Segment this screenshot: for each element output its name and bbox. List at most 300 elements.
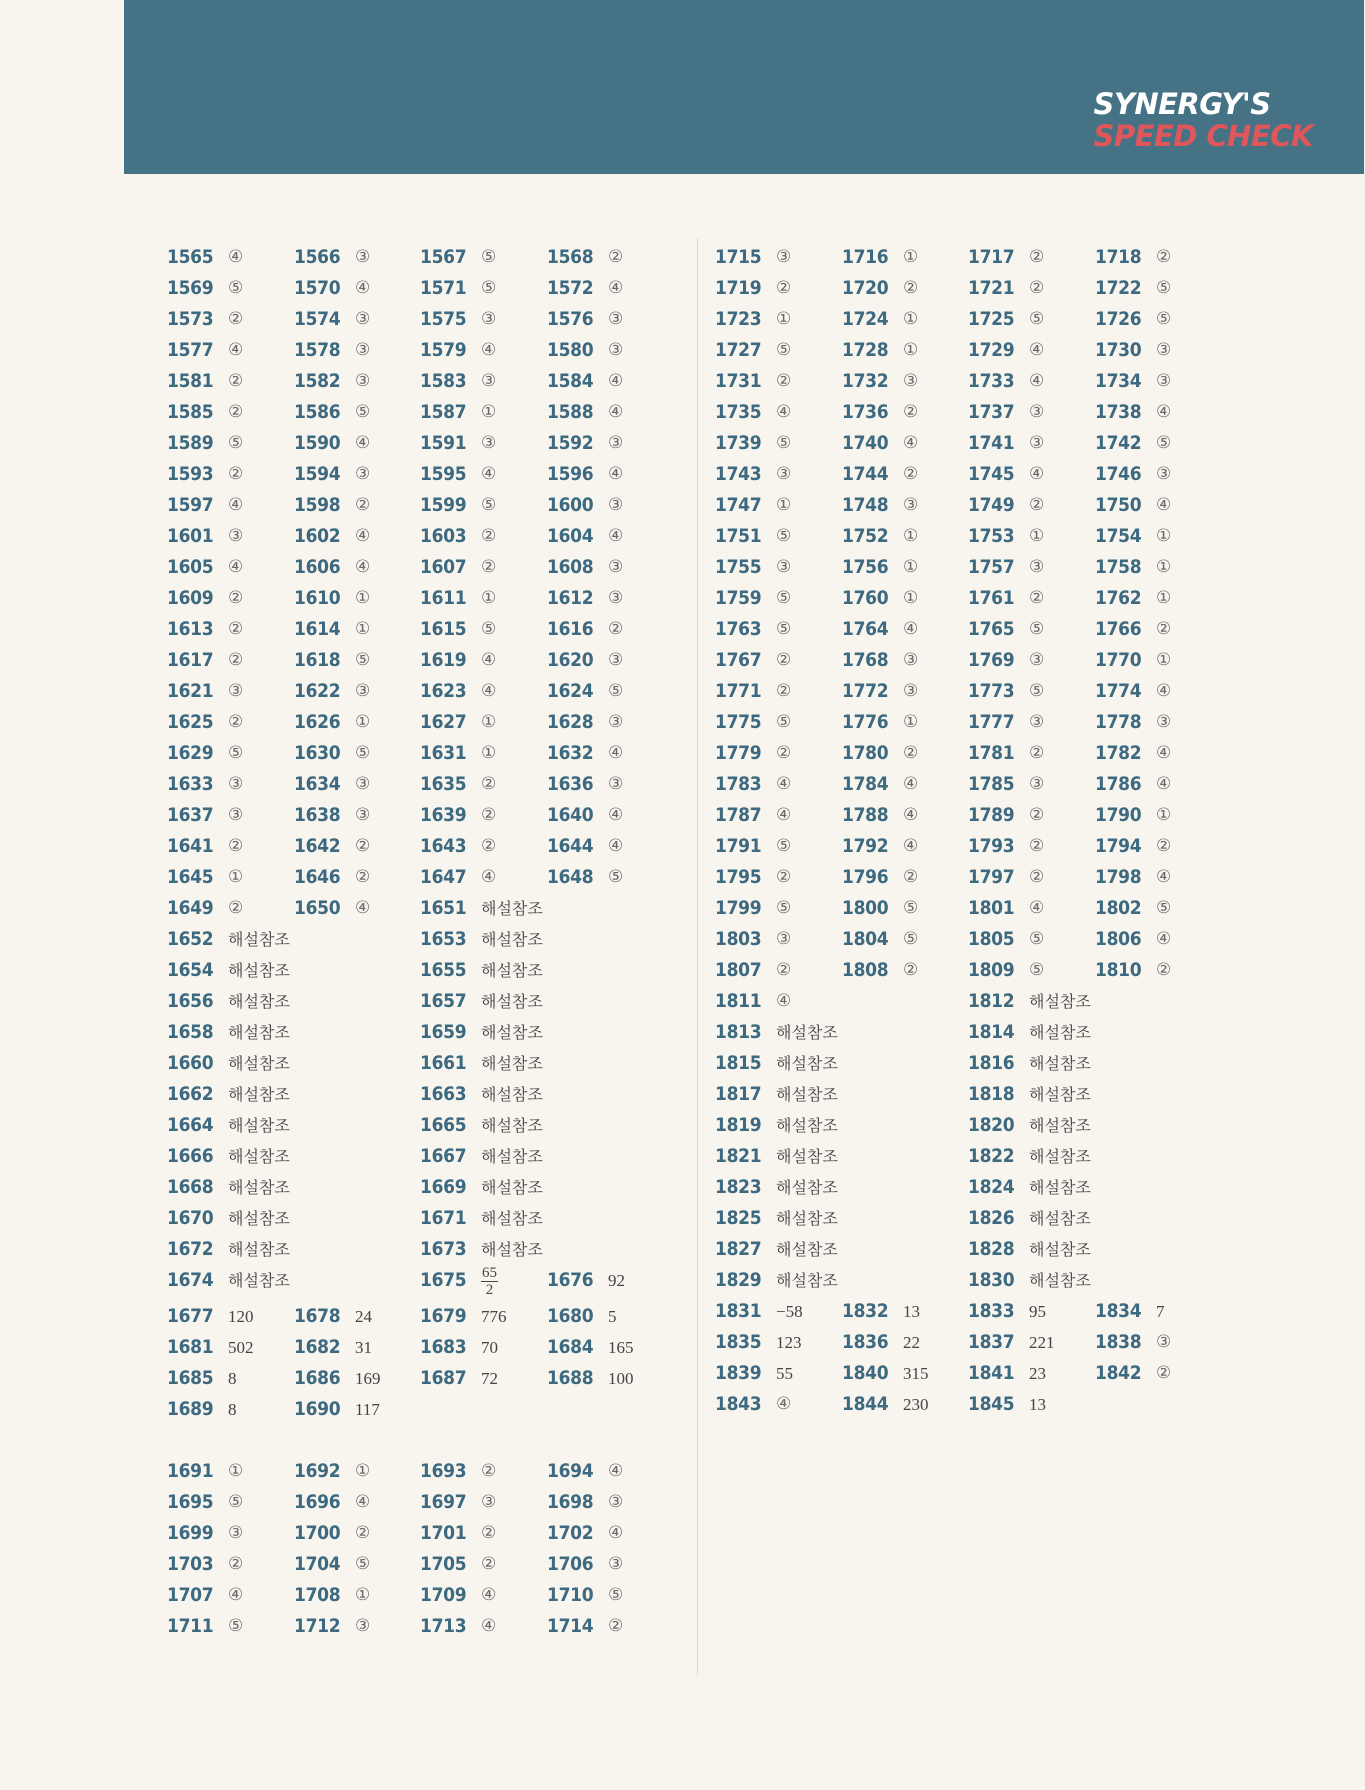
question-number: 1646 [294,866,341,888]
answer-value: ② [481,526,497,546]
answer-value: 해설참조 [228,1271,290,1290]
question-number: 1730 [1095,339,1142,361]
question-number: 1625 [167,711,214,733]
question-number: 1714 [547,1615,594,1637]
question-number: 1639 [420,804,467,826]
question-number: 1591 [420,432,467,454]
answer-value: ④ [1156,774,1172,794]
answer-value: 해설참조 [228,1240,290,1259]
question-number: 1735 [715,401,762,423]
answer-value: ① [355,1585,371,1605]
question-number: 1803 [715,928,762,950]
answer-value: ② [776,278,792,298]
answer-value: ④ [776,402,792,422]
answer-value: ② [1029,278,1045,298]
question-number: 1774 [1095,680,1142,702]
answer-value: ② [903,464,919,484]
answer-value: ① [355,619,371,639]
answer-value: 해설참조 [228,1116,290,1135]
question-number: 1692 [294,1460,341,1482]
question-number: 1572 [547,277,594,299]
answer-value: ① [481,588,497,608]
question-number: 1624 [547,680,594,702]
question-number: 1802 [1095,897,1142,919]
question-number: 1592 [547,432,594,454]
question-number: 1818 [968,1083,1015,1105]
answer-value: ① [776,495,792,515]
question-number: 1799 [715,897,762,919]
answer-value: 해설참조 [228,930,290,949]
answer-value: ⑤ [228,433,244,453]
answer-value: ① [1156,805,1172,825]
answer-value: ② [1029,588,1045,608]
answer-value: ③ [355,1616,371,1636]
question-number: 1790 [1095,804,1142,826]
question-number: 1755 [715,556,762,578]
question-number: 1576 [547,308,594,330]
answer-value: 31 [355,1338,372,1357]
question-number: 1723 [715,308,762,330]
question-number: 1763 [715,618,762,640]
answer-value: ③ [355,681,371,701]
question-number: 1709 [420,1584,467,1606]
question-number: 1656 [167,990,214,1012]
answer-value: 221 [1029,1333,1055,1352]
answer-value: ① [903,340,919,360]
question-number: 1800 [842,897,889,919]
question-number: 1648 [547,866,594,888]
answer-value [481,1265,498,1296]
question-number: 1640 [547,804,594,826]
answer-value: 해설참조 [481,1209,543,1228]
answer-value: ③ [608,588,624,608]
question-number: 1700 [294,1522,341,1544]
question-number: 1793 [968,835,1015,857]
question-number: 1795 [715,866,762,888]
question-number: 1628 [547,711,594,733]
question-number: 1742 [1095,432,1142,454]
answer-value: ② [903,743,919,763]
question-number: 1608 [547,556,594,578]
question-number: 1765 [968,618,1015,640]
answer-value: ⑤ [608,1585,624,1605]
answer-value: 해설참조 [228,961,290,980]
question-number: 1731 [715,370,762,392]
answer-value: ③ [1029,774,1045,794]
answer-value: ④ [355,898,371,918]
question-number: 1836 [842,1331,889,1353]
question-number: 1708 [294,1584,341,1606]
question-number: 1635 [420,773,467,795]
answer-value: ② [228,1554,244,1574]
question-number: 1722 [1095,277,1142,299]
answer-value: ② [608,247,624,267]
answer-value: ⑤ [355,1554,371,1574]
answer-value: ② [481,1461,497,1481]
answer-value: 해설참조 [776,1023,838,1042]
answer-value: ③ [1029,712,1045,732]
question-number: 1567 [420,246,467,268]
question-number: 1680 [547,1305,594,1327]
question-number: 1600 [547,494,594,516]
question-number: 1760 [842,587,889,609]
answer-value: ⑤ [1156,898,1172,918]
answer-value: ④ [608,1523,624,1543]
question-number: 1575 [420,308,467,330]
answer-value: ④ [608,526,624,546]
answer-value: ① [1029,526,1045,546]
answer-value: 해설참조 [776,1240,838,1259]
question-number: 1573 [167,308,214,330]
question-number: 1810 [1095,959,1142,981]
question-number: 1767 [715,649,762,671]
answer-value: 120 [228,1307,254,1326]
answer-value: ③ [228,526,244,546]
answer-value: 해설참조 [776,1178,838,1197]
answer-value: ③ [1156,371,1172,391]
answer-value: 해설참조 [481,1178,543,1197]
answer-value: 해설참조 [776,1271,838,1290]
question-number: 1738 [1095,401,1142,423]
question-number: 1601 [167,525,214,547]
answer-value: ④ [1156,743,1172,763]
answer-value: 해설참조 [776,1054,838,1073]
question-number: 1829 [715,1269,762,1291]
answer-value: −58 [776,1302,803,1321]
answer-value: ② [1029,805,1045,825]
question-number: 1627 [420,711,467,733]
question-number: 1703 [167,1553,214,1575]
answer-value: ③ [355,774,371,794]
answer-value: ① [355,712,371,732]
question-number: 1777 [968,711,1015,733]
answer-value: ③ [608,1554,624,1574]
answer-value: ② [1029,247,1045,267]
question-number: 1822 [968,1145,1015,1167]
answer-value: ③ [608,495,624,515]
question-number: 1832 [842,1300,889,1322]
question-number: 1673 [420,1238,467,1260]
question-number: 1814 [968,1021,1015,1043]
answer-value: ③ [903,650,919,670]
answer-value: ② [1156,836,1172,856]
answer-value: ② [481,774,497,794]
question-number: 1707 [167,1584,214,1606]
answer-value: ② [1029,495,1045,515]
answer-value: 해설참조 [481,1085,543,1104]
question-number: 1813 [715,1021,762,1043]
question-number: 1588 [547,401,594,423]
answer-value: 해설참조 [1029,1178,1091,1197]
question-number: 1788 [842,804,889,826]
question-number: 1844 [842,1393,889,1415]
answer-value: 해설참조 [1029,1054,1091,1073]
question-number: 1743 [715,463,762,485]
answer-value: ④ [608,836,624,856]
question-number: 1808 [842,959,889,981]
answer-value: ⑤ [776,619,792,639]
answer-value: 8 [228,1369,237,1388]
question-number: 1632 [547,742,594,764]
answer-value: ④ [355,278,371,298]
question-number: 1833 [968,1300,1015,1322]
answer-value: ④ [1156,929,1172,949]
question-number: 1764 [842,618,889,640]
question-number: 1728 [842,339,889,361]
answer-value: ① [903,557,919,577]
answer-value: 해설참조 [776,1085,838,1104]
question-number: 1693 [420,1460,467,1482]
question-number: 1739 [715,432,762,454]
question-number: 1652 [167,928,214,950]
answer-value: ② [355,1523,371,1543]
question-number: 1637 [167,804,214,826]
answer-value: ⑤ [355,650,371,670]
answer-value: ① [903,247,919,267]
answer-value: ④ [608,402,624,422]
answer-value: ⑤ [776,588,792,608]
answer-value: ② [776,681,792,701]
answer-value: ④ [903,619,919,639]
answer-value: ② [355,836,371,856]
answer-value: ⑤ [776,898,792,918]
question-number: 1771 [715,680,762,702]
question-number: 1629 [167,742,214,764]
answer-value: ② [228,650,244,670]
answer-value: ③ [481,309,497,329]
answer-value: 해설참조 [481,992,543,1011]
question-number: 1614 [294,618,341,640]
question-number: 1779 [715,742,762,764]
answer-value: ⑤ [1029,309,1045,329]
answer-value: ② [481,836,497,856]
answer-value: ③ [228,805,244,825]
question-number: 1697 [420,1491,467,1513]
question-number: 1695 [167,1491,214,1513]
question-number: 1686 [294,1367,341,1389]
answer-value: 해설참조 [481,1147,543,1166]
answer-value: ① [355,588,371,608]
answer-value: 70 [481,1338,498,1357]
answer-value: ③ [1156,712,1172,732]
question-number: 1773 [968,680,1015,702]
question-number: 1729 [968,339,1015,361]
question-number: 1701 [420,1522,467,1544]
answer-value: ② [903,960,919,980]
question-number: 1580 [547,339,594,361]
answer-value: ⑤ [355,402,371,422]
answer-value: 해설참조 [228,1178,290,1197]
question-number: 1597 [167,494,214,516]
answer-value: 165 [608,1338,634,1357]
question-number: 1585 [167,401,214,423]
answer-value: ④ [1029,371,1045,391]
answer-value: ④ [776,805,792,825]
question-number: 1826 [968,1207,1015,1229]
answer-value: ③ [481,433,497,453]
answer-value: ④ [481,1585,497,1605]
question-number: 1758 [1095,556,1142,578]
answer-value: ③ [903,681,919,701]
question-number: 1604 [547,525,594,547]
question-number: 1811 [715,990,762,1012]
answer-value: ⑤ [608,681,624,701]
question-number: 1660 [167,1052,214,1074]
answer-value: ⑤ [481,619,497,639]
answer-value: ③ [608,774,624,794]
answer-value: ② [481,805,497,825]
brand-logo [1093,88,1313,152]
answer-value: ④ [228,1585,244,1605]
question-number: 1621 [167,680,214,702]
answer-value: ③ [481,371,497,391]
answer-value: 해설참조 [1029,1240,1091,1259]
question-number: 1778 [1095,711,1142,733]
answer-value: ③ [776,557,792,577]
answer-value: 해설참조 [776,1116,838,1135]
question-number: 1817 [715,1083,762,1105]
question-number: 1809 [968,959,1015,981]
answer-value: ④ [776,774,792,794]
answer-value: ③ [355,464,371,484]
question-number: 1691 [167,1460,214,1482]
answer-value: ⑤ [608,867,624,887]
question-number: 1574 [294,308,341,330]
question-number: 1713 [420,1615,467,1637]
answer-value: ④ [1156,867,1172,887]
answer-value: ⑤ [228,1616,244,1636]
question-number: 1787 [715,804,762,826]
page-header [124,0,1365,174]
question-number: 1650 [294,897,341,919]
answer-value: ① [1156,557,1172,577]
answer-value: ③ [355,805,371,825]
answer-value: 해설참조 [481,899,543,918]
answer-value: ④ [481,464,497,484]
brand-line-1: SYNERGY'S [1093,87,1271,121]
question-number: 1670 [167,1207,214,1229]
answer-value: 22 [903,1333,920,1352]
question-number: 1825 [715,1207,762,1229]
question-number: 1820 [968,1114,1015,1136]
answer-value: ③ [1156,340,1172,360]
question-number: 1619 [420,649,467,671]
question-number: 1655 [420,959,467,981]
answer-value: ⑤ [776,433,792,453]
answer-value: ③ [608,433,624,453]
question-number: 1841 [968,1362,1015,1384]
answer-value: ② [776,867,792,887]
answer-value: 해설참조 [776,1147,838,1166]
question-number: 1653 [420,928,467,950]
answer-value: ④ [903,774,919,794]
question-number: 1605 [167,556,214,578]
question-number: 1752 [842,525,889,547]
answer-value: 해설참조 [1029,1209,1091,1228]
question-number: 1838 [1095,1331,1142,1353]
question-number: 1675 [420,1269,467,1291]
question-number: 1667 [420,1145,467,1167]
question-number: 1780 [842,742,889,764]
answer-value: ① [903,526,919,546]
answer-value: ① [228,1461,244,1481]
question-number: 1745 [968,463,1015,485]
question-number: 1630 [294,742,341,764]
question-number: 1775 [715,711,762,733]
question-number: 1681 [167,1336,214,1358]
question-number: 1749 [968,494,1015,516]
answer-value: ② [1156,247,1172,267]
answer-value: ④ [228,557,244,577]
question-number: 1584 [547,370,594,392]
question-number: 1710 [547,1584,594,1606]
answer-value: 해설참조 [1029,1023,1091,1042]
answer-value: ④ [608,805,624,825]
question-number: 1602 [294,525,341,547]
question-number: 1607 [420,556,467,578]
question-number: 1839 [715,1362,762,1384]
answer-value: 해설참조 [481,930,543,949]
answer-value: ④ [481,1616,497,1636]
question-number: 1595 [420,463,467,485]
answer-value: ② [1156,619,1172,639]
question-number: 1593 [167,463,214,485]
answer-value: 해설참조 [776,1209,838,1228]
question-number: 1606 [294,556,341,578]
answer-value: ② [776,650,792,670]
answer-value: ④ [355,433,371,453]
answer-value: ② [355,495,371,515]
answer-value: ④ [481,681,497,701]
question-number: 1579 [420,339,467,361]
question-number: 1768 [842,649,889,671]
question-number: 1571 [420,277,467,299]
answer-value: ② [1156,960,1172,980]
answer-value: ④ [481,650,497,670]
question-number: 1642 [294,835,341,857]
answer-value: ⑤ [1156,433,1172,453]
answer-value: ③ [1029,433,1045,453]
question-number: 1772 [842,680,889,702]
fraction-numerator: 65 [482,1264,497,1281]
answer-value: 해설참조 [1029,992,1091,1011]
question-number: 1747 [715,494,762,516]
answer-value: 해설참조 [1029,1116,1091,1135]
question-number: 1715 [715,246,762,268]
question-number: 1663 [420,1083,467,1105]
answer-value: ⑤ [776,836,792,856]
answer-value: ③ [1029,557,1045,577]
question-number: 1615 [420,618,467,640]
answer-value: ③ [1156,1332,1172,1352]
question-number: 1659 [420,1021,467,1043]
answer-value: ④ [355,526,371,546]
answer-value: ④ [228,495,244,515]
answer-value: ④ [903,805,919,825]
answer-value: ④ [1029,464,1045,484]
answer-value: ② [776,960,792,980]
answer-value: 8 [228,1400,237,1419]
answer-value: 해설참조 [228,992,290,1011]
answer-value: ④ [1029,898,1045,918]
answer-value: 315 [903,1364,929,1383]
question-number: 1581 [167,370,214,392]
answer-value: ② [355,867,371,887]
question-number: 1734 [1095,370,1142,392]
question-number: 1658 [167,1021,214,1043]
question-number: 1751 [715,525,762,547]
question-number: 1668 [167,1176,214,1198]
